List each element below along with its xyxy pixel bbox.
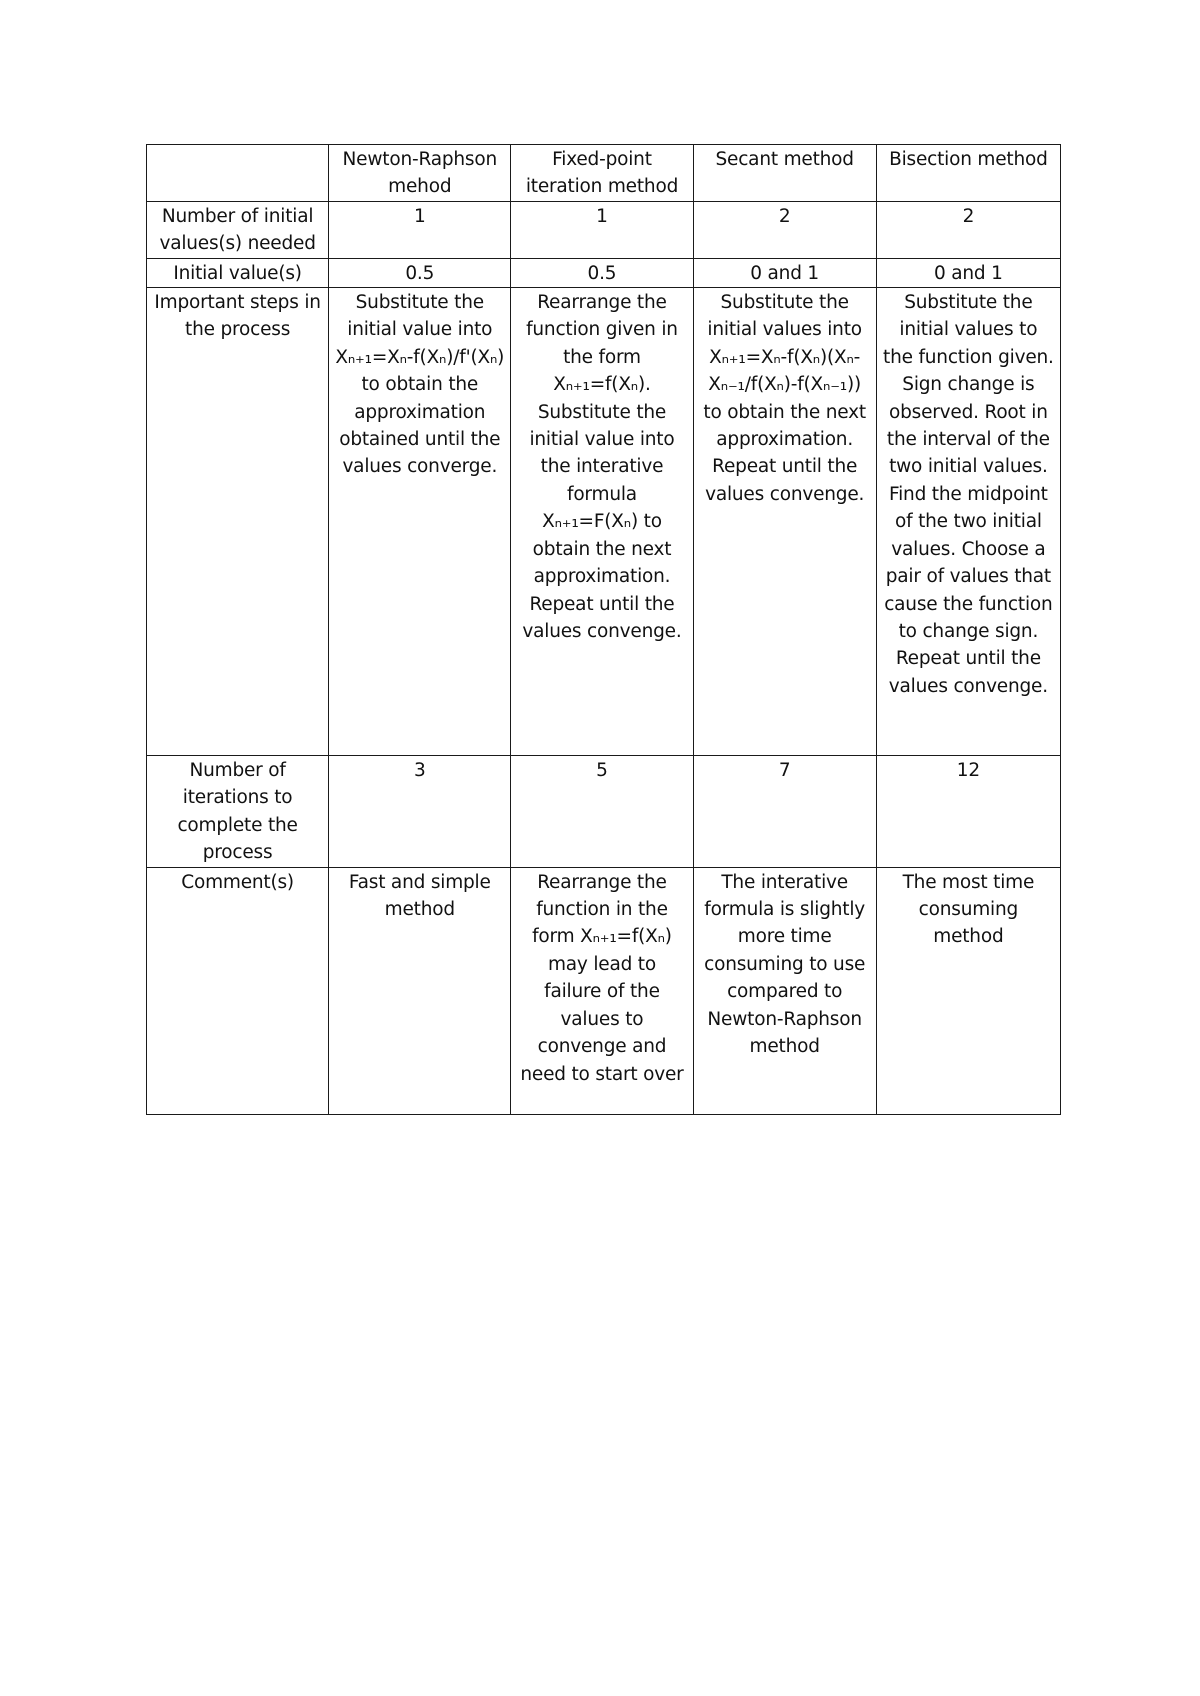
table-cell <box>693 756 876 868</box>
table-cell <box>329 756 511 868</box>
header-bisection <box>876 145 1060 202</box>
methods-comparison-table <box>146 144 1061 1115</box>
table-cell <box>329 258 511 287</box>
cell-value: 0 and 1 <box>934 262 1003 284</box>
table-cell <box>511 867 693 1114</box>
header-bisection-text: Bisection method <box>889 149 1048 170</box>
table-cell <box>511 258 693 287</box>
cell-value: 1 <box>413 205 426 227</box>
cell-value: Substitute the initial values to the function given. Sign change is observed. Root in the interval of the two initial values. Find the midpoint of the two initial values. Choose a pair of values that cause the function to change sign. Repeat until the values convenge. <box>883 292 1054 697</box>
table-cell <box>876 756 1060 868</box>
cell-value: Fast and simple method <box>348 871 491 921</box>
table-cell <box>876 258 1060 287</box>
cell-value: 7 <box>778 760 791 782</box>
cell-value: 0.5 <box>587 262 617 284</box>
header-secant <box>693 145 876 202</box>
cell-value: Rearrange the function given in the form Xₙ₊₁=f(Xₙ). Substitute the initial value into the interative formula Xₙ₊₁=F(Xₙ) to obtain the next approximation. Repeat until the values convenge. <box>522 292 682 642</box>
cell-value: 1 <box>596 205 608 227</box>
table-row-initial-values <box>147 258 1061 287</box>
table-row-iterations <box>147 756 1061 868</box>
header-newton-raphson <box>329 145 511 202</box>
row-label-cell <box>147 258 329 287</box>
header-fixed-text: Fixed-point iteration method <box>525 149 679 198</box>
table-cell <box>511 201 693 258</box>
row-label-cell <box>147 201 329 258</box>
cell-value: 2 <box>778 205 791 227</box>
cell-value: 0.5 <box>405 262 435 284</box>
header-corner-cell <box>147 145 329 202</box>
table-cell <box>693 258 876 287</box>
cell-value: Substitute the initial value into Xₙ₊₁=Xₙ-f(Xₙ)/f'(Xₙ) to obtain the approximation obtained until the values converge. <box>335 292 505 478</box>
cell-value: 5 <box>596 760 608 782</box>
cell-value: 0 and 1 <box>750 262 820 284</box>
table-cell <box>329 201 511 258</box>
table-cell <box>876 288 1060 756</box>
header-row <box>147 145 1061 202</box>
table-row-important-steps <box>147 288 1061 756</box>
row-label: Number of initial values(s) needed <box>159 205 316 255</box>
table-cell <box>511 288 693 756</box>
table-cell <box>693 288 876 756</box>
table-cell <box>876 867 1060 1114</box>
table-cell <box>511 756 693 868</box>
row-label-cell <box>147 867 329 1114</box>
cell-value: Rearrange the function in the form Xₙ₊₁=f(Xₙ) may lead to failure of the values to convenge and need to start over <box>520 871 684 1085</box>
cell-value: 12 <box>956 760 980 782</box>
cell-value: The most time consuming method <box>902 871 1035 948</box>
cell-value: Substitute the initial values into Xₙ₊₁=Xₙ-f(Xₙ)(Xₙ-Xₙ₋₁/f(Xₙ)-f(Xₙ₋₁)) to obtain the next approximation. Repeat until the values convenge. <box>703 292 866 505</box>
row-label-cell <box>147 288 329 756</box>
table-cell <box>876 201 1060 258</box>
table-row-initial-count <box>147 201 1061 258</box>
row-label-cell <box>147 756 329 868</box>
row-label: Comment(s) <box>181 871 294 893</box>
table-cell <box>693 867 876 1114</box>
row-label: Important steps in the process <box>154 292 321 341</box>
table-cell <box>329 867 511 1114</box>
cell-value: The interative formula is slightly more time consuming to use compared to Newton-Raphson method <box>704 871 866 1058</box>
table-cell <box>329 288 511 756</box>
cell-value: 3 <box>413 760 426 782</box>
table-cell <box>693 201 876 258</box>
header-newton-text: Newton-Raphson mehod <box>342 149 498 198</box>
cell-value: 2 <box>962 205 975 227</box>
header-secant-text: Secant method <box>715 149 854 170</box>
row-label: Initial value(s) <box>173 262 302 284</box>
table-row-comments <box>147 867 1061 1114</box>
row-label: Number of iterations to complete the process <box>177 760 298 864</box>
header-fixed-point <box>511 145 693 202</box>
